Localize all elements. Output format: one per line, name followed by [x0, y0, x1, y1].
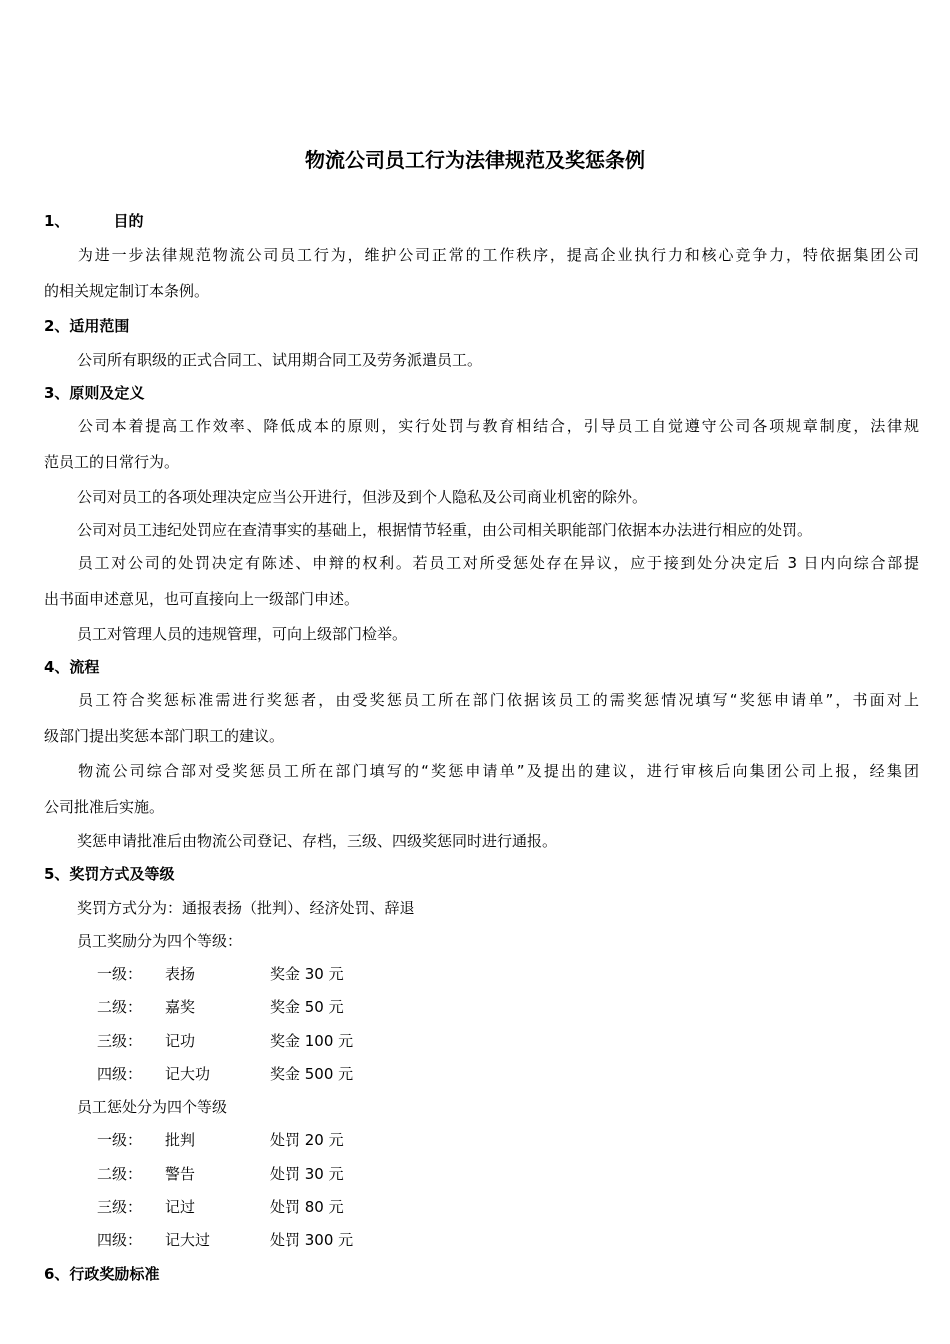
- paragraph-line: 范员工的日常行为。: [44, 453, 180, 471]
- section-3-paragraph-3: 公司对员工违纪处罚应在查清事实的基础上，根据情节轻重，由公司相关职能部门依据本办法进行相应的处罚。: [77, 521, 813, 539]
- paragraph-text: 为进一步法律规范物流公司员工行为，维护公司正常的工作秩序，提高企业执行力和核心竞争力，特依据集团公司: [76, 246, 919, 264]
- reward-level-name: 表扬: [165, 965, 196, 983]
- penalty-level-name: 警告: [165, 1165, 196, 1183]
- reward-level-label: 二级：: [97, 998, 143, 1016]
- reward-level-name: 嘉奖: [165, 998, 196, 1016]
- penalty-level-name: 记大过: [165, 1231, 211, 1249]
- reward-level-name: 记功: [165, 1032, 196, 1050]
- reward-level-label: 四级：: [97, 1065, 143, 1083]
- paragraph-line: 公司批准后实施。: [44, 798, 165, 816]
- section-3-paragraph-5: 员工对管理人员的违规管理，可向上级部门检举。: [77, 625, 408, 643]
- section-1-number: 1、: [44, 212, 70, 230]
- paragraph-line: [44, 245, 919, 265]
- paragraph-line: 的相关规定制订本条例。: [44, 282, 210, 300]
- document-title: 物流公司员工行为法律规范及奖惩条例: [305, 148, 645, 172]
- penalty-level-amount: 处罚 80 元: [270, 1198, 344, 1216]
- section-5-paragraph-1: 奖罚方式分为：通报表扬（批判）、经济处罚、辞退: [77, 899, 415, 917]
- penalty-level-amount: 处罚 30 元: [270, 1165, 344, 1183]
- penalty-level-label: 三级：: [97, 1198, 143, 1216]
- penalty-level-label: 一级：: [97, 1131, 143, 1149]
- paragraph-text: 公司本着提高工作效率、降低成本的原则，实行处罚与教育相结合，引导员工自觉遵守公司各项规章制度，法律规: [76, 417, 919, 435]
- section-4-paragraph-1: [44, 690, 919, 745]
- paragraph-line: [44, 690, 919, 710]
- section-3-paragraph-1: [44, 416, 919, 471]
- reward-intro: 员工奖励分为四个等级：: [77, 932, 243, 950]
- section-2-heading: 2、适用范围: [44, 317, 130, 335]
- section-4-heading: 4、流程: [44, 658, 100, 676]
- reward-level-amount: 奖金 50 元: [270, 998, 344, 1016]
- paragraph-text: 物流公司综合部对受奖惩员工所在部门填写的“奖惩申请单”及提出的建议，进行审核后向集团公司上报，经集团: [76, 762, 919, 780]
- section-6-heading: 6、行政奖励标准: [44, 1265, 160, 1283]
- section-3-paragraph-4: [44, 553, 919, 608]
- penalty-level-label: 四级：: [97, 1231, 143, 1249]
- section-2-paragraph: 公司所有职级的正式合同工、试用期合同工及劳务派遣员工。: [77, 351, 483, 369]
- section-3-paragraph-2: 公司对员工的各项处理决定应当公开进行，但涉及到个人隐私及公司商业机密的除外。: [77, 488, 648, 506]
- section-4-paragraph-2: [44, 761, 919, 816]
- paragraph-line: 出书面申述意见，也可直接向上一级部门申述。: [44, 590, 360, 608]
- paragraph-text: 员工符合奖惩标准需进行奖惩者，由受奖惩员工所在部门依据该员工的需奖惩情况填写“奖惩申请单”，书面对上: [76, 691, 919, 709]
- reward-level-name: 记大功: [165, 1065, 211, 1083]
- section-5-heading: 5、奖罚方式及等级: [44, 865, 175, 883]
- paragraph-line: [44, 761, 919, 781]
- paragraph-line: [44, 416, 919, 436]
- penalty-level-name: 批判: [165, 1131, 196, 1149]
- paragraph-line: 级部门提出奖惩本部门职工的建议。: [44, 727, 285, 745]
- reward-level-amount: 奖金 500 元: [270, 1065, 354, 1083]
- penalty-level-label: 二级：: [97, 1165, 143, 1183]
- paragraph-line: [44, 553, 919, 573]
- penalty-level-amount: 处罚 300 元: [270, 1231, 354, 1249]
- penalty-level-name: 记过: [165, 1198, 196, 1216]
- paragraph-text: 员工对公司的处罚决定有陈述、申辩的权利。若员工对所受惩处存在异议，应于接到处分决定后 3 日内向综合部提: [76, 554, 919, 572]
- section-1-title: 目的: [113, 212, 144, 230]
- reward-level-label: 一级：: [97, 965, 143, 983]
- section-3-heading: 3、原则及定义: [44, 384, 145, 402]
- reward-level-label: 三级：: [97, 1032, 143, 1050]
- section-1-paragraph: [44, 245, 919, 300]
- penalty-intro: 员工惩处分为四个等级: [77, 1098, 228, 1116]
- penalty-level-amount: 处罚 20 元: [270, 1131, 344, 1149]
- reward-level-amount: 奖金 100 元: [270, 1032, 354, 1050]
- reward-level-amount: 奖金 30 元: [270, 965, 344, 983]
- section-4-paragraph-3: 奖惩申请批准后由物流公司登记、存档，三级、四级奖惩同时进行通报。: [77, 832, 558, 850]
- section-1-heading: [44, 211, 143, 231]
